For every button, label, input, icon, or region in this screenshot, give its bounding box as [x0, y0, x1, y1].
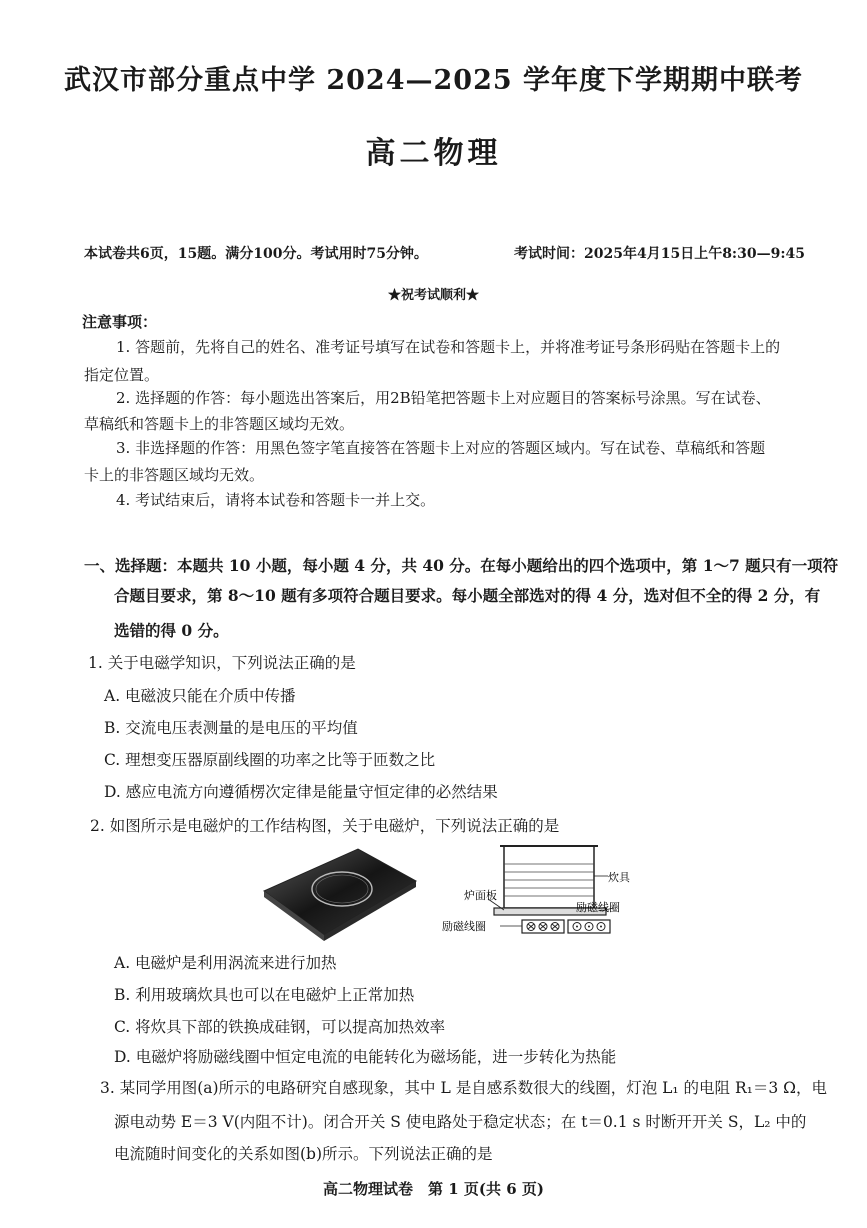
label-coil-left: 励磁线圈	[442, 920, 486, 933]
note-line: 指定位置。	[84, 366, 160, 384]
question-2-stem: 2. 如图所示是电磁炉的工作结构图，关于电磁炉，下列说法正确的是	[90, 817, 560, 835]
note-line: 2. 选择题的作答：每小题选出答案后，用2B铅笔把答题卡上对应题目的答案标号涂黑。写在试卷、	[116, 389, 771, 407]
question-2-option-c: C. 将炊具下部的铁换成硅钢，可以提高加热效率	[114, 1018, 446, 1036]
note-line: 1. 答题前，先将自己的姓名、准考证号填写在试卷和答题卡上，并将准考证号条形码贴在答题卡上的	[116, 338, 781, 356]
question-1-option-c: C. 理想变压器原副线圈的功率之比等于匝数之比	[104, 751, 436, 769]
note-line: 卡上的非答题区域均无效。	[84, 466, 265, 484]
question-1-option-a: A. 电磁波只能在介质中传播	[104, 687, 296, 705]
induction-cooker-diagram	[440, 838, 630, 942]
subject-title: 高二物理	[365, 136, 502, 171]
question-3-stem: 电流随时间变化的关系如图(b)所示。下列说法正确的是	[114, 1145, 493, 1163]
question-3-stem: 源电动势 E＝3 V(内阻不计)。闭合开关 S 使电路处于稳定状态；在 t＝0.1 s 时断开开关 S，L₂ 中的	[114, 1113, 807, 1131]
note-line: 4. 考试结束后，请将本试卷和答题卡一并上交。	[116, 491, 436, 509]
label-coil-right: 励磁线圈	[576, 901, 620, 914]
exam-info-left: 本试卷共6页，15题。满分100分。考试用时75分钟。	[84, 246, 428, 262]
section-instruction: 合题目要求，第 8～10 题有多项符合题目要求。每小题全部选对的得 4 分，选对但不全的得 2 分，有	[114, 586, 821, 605]
section-instruction: 选错的得 0 分。	[114, 621, 229, 640]
question-2-option-d: D. 电磁炉将励磁线圈中恒定电流的电能转化为磁场能，进一步转化为热能	[114, 1048, 617, 1066]
exam-title: 武汉市部分重点中学 2024—2025 学年度下学期期中联考	[63, 65, 804, 96]
question-1-option-b: B. 交流电压表测量的是电压的平均值	[104, 719, 358, 737]
exam-wish: ★祝考试顺利★	[387, 288, 479, 303]
question-2-option-b: B. 利用玻璃炊具也可以在电磁炉上正常加热	[114, 986, 415, 1004]
notes-heading: 注意事项：	[82, 313, 158, 331]
page-footer: 高二物理试卷 第 1 页(共 6 页)	[323, 1180, 544, 1198]
question-1-option-d: D. 感应电流方向遵循楞次定律是能量守恒定律的必然结果	[104, 783, 498, 801]
exam-info-right: 考试时间：2025年4月15日上午8:30—9:45	[514, 246, 805, 262]
section-instruction: 一、选择题：本题共 10 小题，每小题 4 分，共 40 分。在每小题给出的四个选项中，第 1～7 题只有一项符	[84, 556, 839, 575]
induction-cooker-photo	[262, 845, 418, 941]
label-cookware: 炊具	[608, 871, 630, 884]
question-2-option-a: A. 电磁炉是利用涡流来进行加热	[114, 954, 337, 972]
note-line: 草稿纸和答题卡上的非答题区域均无效。	[84, 415, 355, 433]
note-line: 3. 非选择题的作答：用黑色签字笔直接答在答题卡上对应的答题区域内。写在试卷、草稿纸和答题	[116, 439, 766, 457]
question-3-stem: 3. 某同学用图(a)所示的电路研究自感现象，其中 L 是自感系数很大的线圈，灯泡 L₁ 的电阻 R₁＝3 Ω，电	[100, 1079, 828, 1097]
label-panel: 炉面板	[464, 889, 497, 902]
question-1-stem: 1. 关于电磁学知识，下列说法正确的是	[88, 654, 356, 672]
